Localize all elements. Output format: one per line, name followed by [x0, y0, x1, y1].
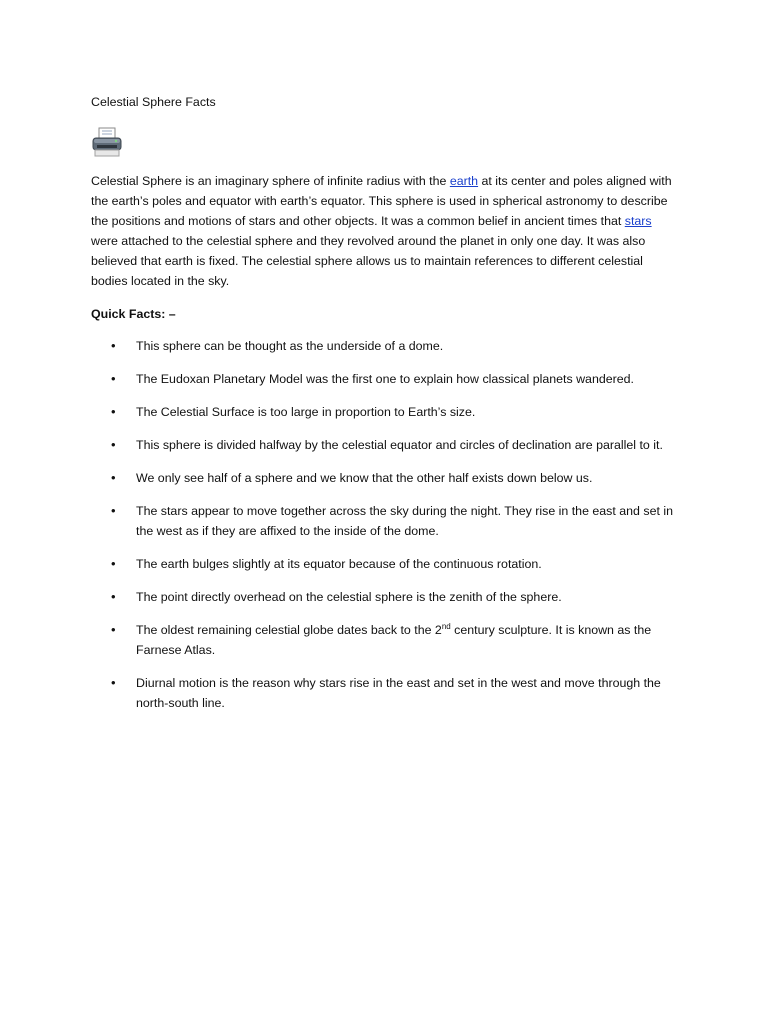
- fact-text: The Celestial Surface is too large in proportion to Earth’s size.: [136, 405, 476, 419]
- bullet: •: [111, 470, 116, 485]
- fact-text: The Eudoxan Planetary Model was the first one to explain how classical planets wandered.: [136, 372, 634, 386]
- fact-item: [91, 673, 688, 713]
- bullet: •: [111, 622, 116, 637]
- fact-item: [91, 369, 688, 389]
- fact-text: The point directly overhead on the celestial sphere is the zenith of the sphere.: [136, 590, 562, 604]
- printer-icon-graphic: [91, 126, 123, 158]
- intro-text-2: at its center and poles aligned with the earth’s poles and equator with earth’s equator. This sphere is used in spherical astronomy to describe the positions and motions of stars and other objects. It was a common belief in ancient times that: [91, 174, 672, 228]
- earth-link[interactable]: earth: [449, 174, 479, 188]
- bullet: •: [111, 437, 116, 452]
- bullet: •: [111, 589, 116, 604]
- fact-item: [91, 402, 688, 422]
- fact-item: [91, 336, 688, 356]
- intro-text-3: were attached to the celestial sphere and they revolved around the planet in only one day. It was also believed that earth is fixed. The celestial sphere allows us to maintain references to different celestial bodies located in the sky.: [91, 234, 646, 288]
- fact-item: [91, 587, 688, 607]
- bullet: •: [111, 556, 116, 571]
- fact-item: [91, 468, 688, 488]
- bullet: •: [111, 404, 116, 419]
- stars-link[interactable]: stars: [624, 214, 652, 228]
- fact-text: This sphere is divided halfway by the celestial equator and circles of declination are parallel to it.: [136, 438, 663, 452]
- quick-facts-list: [91, 336, 688, 713]
- bullet: •: [111, 503, 116, 518]
- fact-text-after: century sculpture. It is known as the Farnese Atlas.: [136, 623, 652, 657]
- fact-text: This sphere can be thought as the underside of a dome.: [136, 339, 444, 353]
- quick-facts-heading: Quick Facts: –: [91, 307, 176, 321]
- ordinal-suffix: nd: [441, 621, 451, 631]
- fact-text: The stars appear to move together across the sky during the night. They rise in the east and set in the west as if they are affixed to the inside of the dome.: [136, 504, 673, 538]
- fact-item-globe: [91, 620, 688, 660]
- fact-item: [91, 501, 688, 541]
- fact-text: We only see half of a sphere and we know that the other half exists down below us.: [136, 471, 593, 485]
- fact-item: [91, 435, 688, 455]
- bullet: •: [111, 338, 116, 353]
- fact-item: [91, 554, 688, 574]
- document-title: Celestial Sphere Facts: [91, 95, 216, 109]
- intro-paragraph: [91, 171, 681, 291]
- intro-text-1: Celestial Sphere is an imaginary sphere of infinite radius with the: [91, 174, 450, 188]
- printer-icon[interactable]: [91, 126, 123, 158]
- fact-text: The earth bulges slightly at its equator because of the continuous rotation.: [136, 557, 542, 571]
- fact-text-before: The oldest remaining celestial globe dates back to the 2: [136, 623, 442, 637]
- bullet: •: [111, 675, 116, 690]
- bullet: •: [111, 371, 116, 386]
- fact-text: Diurnal motion is the reason why stars rise in the east and set in the west and move through the north-south line.: [136, 676, 661, 710]
